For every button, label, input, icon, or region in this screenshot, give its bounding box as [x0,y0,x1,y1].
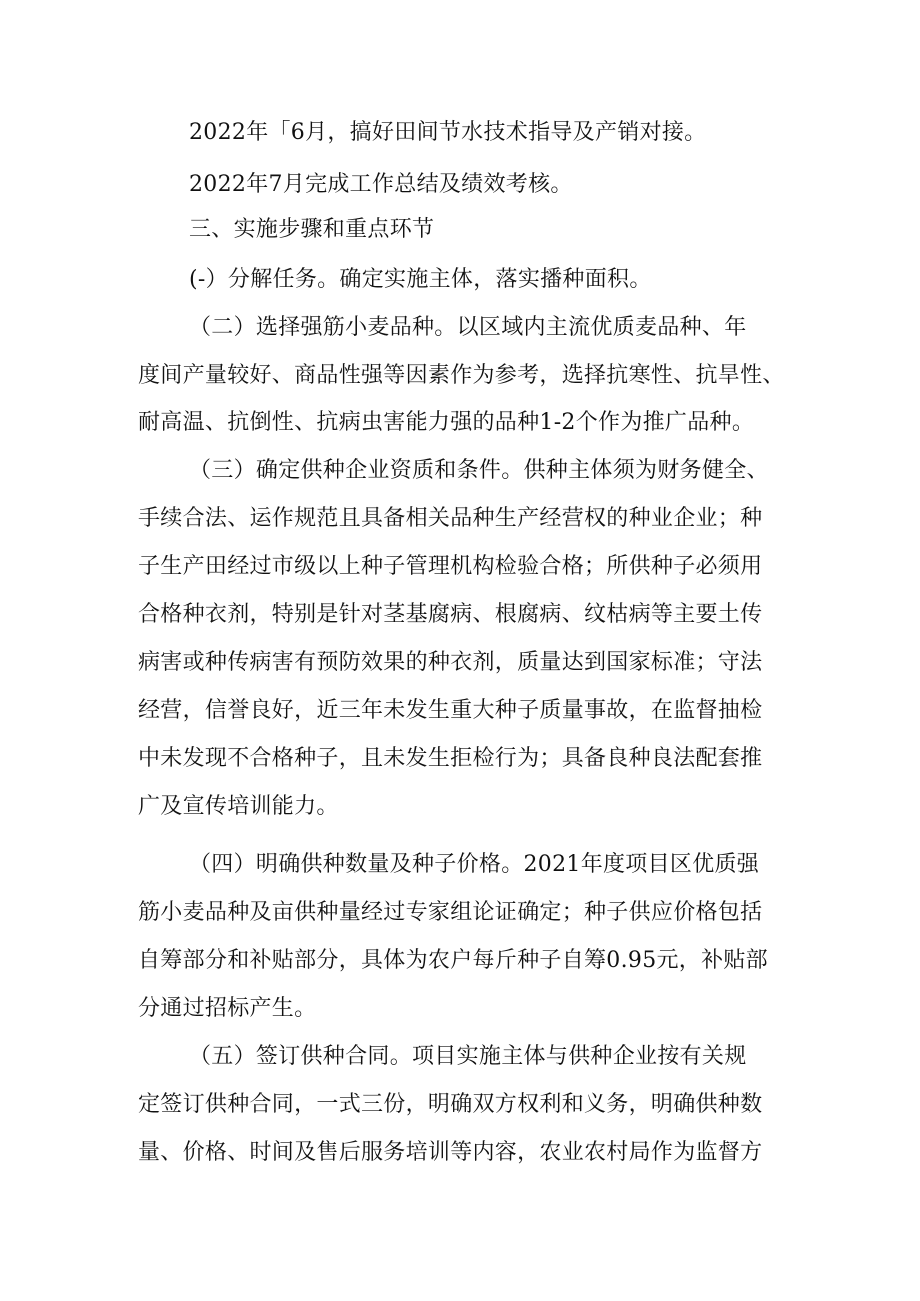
paragraph-line: 自筹部分和补贴部分，具体为农户每斤种子自筹0.95元，补贴部 [138,948,768,973]
schedule-line: 2022年7月完成工作总结及绩效考核。 [189,172,573,197]
paragraph-line: 筋小麦品种及亩供种量经过专家组论证确定；种子供应价格包括 [138,900,763,925]
paragraph-line: （三）确定供种企业资质和条件。供种主体须为财务健全、 [189,458,769,483]
paragraph-line: (-）分解任务。确定实施主体，落实播种面积。 [189,267,652,292]
section-heading: 三、实施步骤和重点环节 [189,217,435,242]
paragraph-line: 中未发现不合格种子，且未发生拒检行为；具备良种良法配套推 [138,746,763,771]
paragraph-line: 合格种衣剂，特别是针对茎基腐病、根腐病、纹枯病等主要土传 [138,602,763,627]
paragraph-line: （五）签订供种合同。项目实施主体与供种企业按有关规 [189,1044,747,1069]
schedule-line: 2022年「6月，搞好田间节水技术指导及产销对接。 [189,120,707,145]
paragraph-line: 经营，信誉良好，近三年未发生重大种子质量事故，在监督抽检 [138,698,763,723]
paragraph-line: 定签订供种合同，一式三份，明确双方权利和义务，明确供种数 [138,1092,763,1117]
paragraph-line: 耐高温、抗倒性、抗病虫害能力强的品种1-2个作为推广品种。 [138,410,755,435]
paragraph-line: （二）选择强筋小麦品种。以区域内主流优质麦品种、年 [189,315,747,340]
paragraph-line: 量、价格、时间及售后服务培训等内容，农业农村局作为监督方 [138,1140,763,1165]
paragraph-line: 广及宣传培训能力。 [138,794,339,819]
paragraph-line: 度间产量较好、商品性强等因素作为参考，选择抗寒性、抗旱性、 [138,363,785,388]
paragraph-line: 病害或种传病害有预防效果的种衣剂，质量达到国家标准；守法 [138,650,763,675]
paragraph-line: （四）明确供种数量及种子价格。2021年度项目区优质强 [189,852,760,877]
paragraph-line: 子生产田经过市级以上种子管理机构检验合格；所供种子必须用 [138,554,763,579]
paragraph-line: 手续合法、运作规范且具备相关品种生产经营权的种业企业；种 [138,506,763,531]
paragraph-line: 分通过招标产生。 [138,996,317,1021]
